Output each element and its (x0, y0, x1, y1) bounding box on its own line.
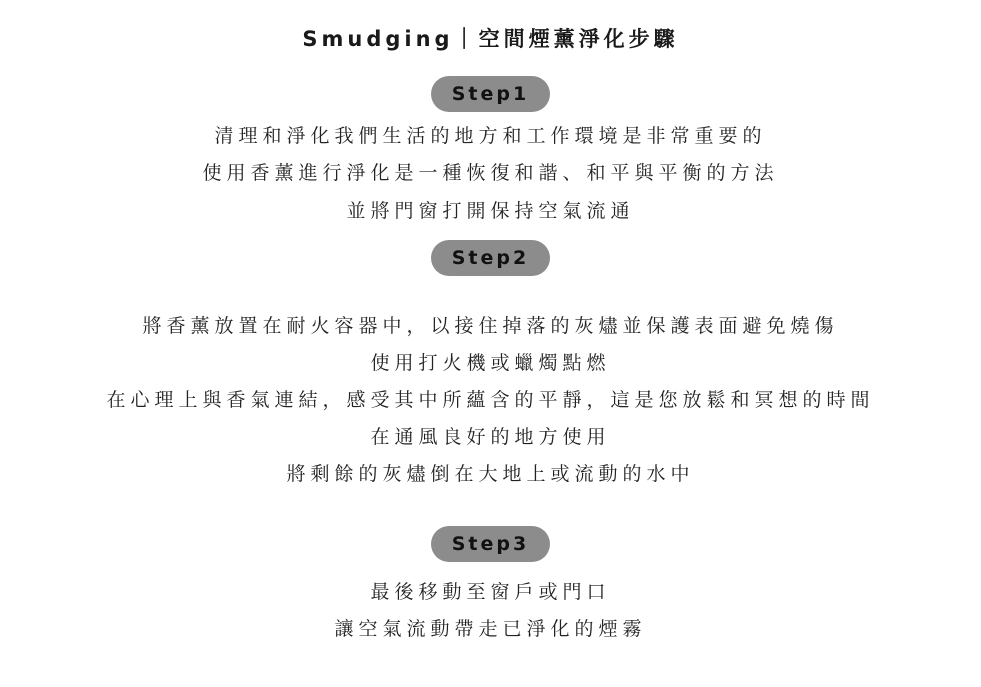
step1-line-2: 使用香薰進行淨化是一種恢復和諧、和平與平衡的方法 (202, 162, 779, 184)
step1-line-3: 並將門窗打開保持空氣流通 (346, 200, 635, 222)
step3-line-2: 讓空氣流動帶走已淨化的煙霧 (334, 618, 647, 640)
step2-line-4: 在通風良好的地方使用 (370, 426, 611, 448)
step2-badge: Step2 (431, 240, 550, 276)
step1-line-1: 清理和淨化我們生活的地方和工作環境是非常重要的 (214, 125, 767, 147)
step1-badge: Step1 (431, 76, 550, 112)
step2-line-2: 使用打火機或蠟燭點燃 (370, 352, 611, 374)
step2-line-5: 將剩餘的灰燼倒在大地上或流動的水中 (286, 463, 695, 485)
step3-badge: Step3 (431, 526, 550, 562)
step2-line-1: 將香薰放置在耐火容器中，以接住掉落的灰燼並保護表面避免燒傷 (142, 315, 839, 337)
page-title: Smudging｜空間煙薰淨化步驟 (302, 27, 679, 51)
step3-line-1: 最後移動至窗戶或門口 (370, 581, 611, 603)
step2-line-3: 在心理上與香氣連結，感受其中所蘊含的平靜，這是您放鬆和冥想的時間 (106, 389, 875, 411)
